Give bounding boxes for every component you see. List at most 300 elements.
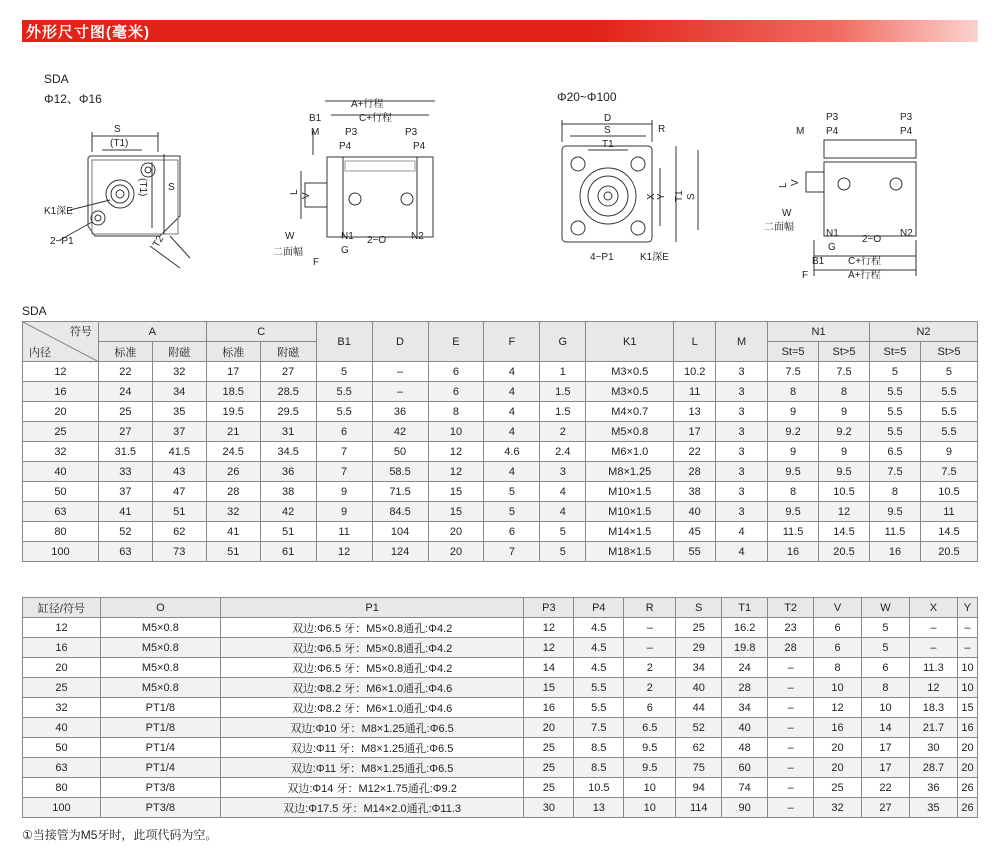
table2-row — [23, 658, 978, 678]
table2-cell: 28 — [768, 638, 814, 658]
table1-header-N2: N2 — [869, 322, 977, 342]
table1-cell: 14.5 — [819, 522, 870, 542]
table2-cell: 12 — [814, 698, 862, 718]
table2-cell: 10 — [814, 678, 862, 698]
table1-cell: 4 — [540, 482, 586, 502]
d2-P3b: P3 — [405, 127, 418, 138]
table2-row — [23, 798, 978, 818]
dimension-table-1 — [22, 321, 978, 562]
table2-cell: 10 — [957, 658, 977, 678]
table2-header-cell: O — [100, 598, 220, 618]
table1-cell: 9.2 — [768, 422, 819, 442]
table1-cell: 15 — [428, 502, 484, 522]
table2-cell: PT1/8 — [100, 698, 220, 718]
table1-cell: 5.5 — [920, 382, 977, 402]
table2-cell: 双边:Φ11 牙：M8×1.25通孔:Φ6.5 — [220, 758, 524, 778]
table1-cell: 1 — [540, 362, 586, 382]
table1-cell: 5.5 — [316, 382, 372, 402]
table1-cell: 8 — [768, 382, 819, 402]
table2-header-cell: W — [862, 598, 910, 618]
table1-row — [23, 542, 978, 562]
table2-cell: 双边:Φ8.2 牙：M6×1.0通孔:Φ4.6 — [220, 698, 524, 718]
d2-A: A+行程 — [351, 99, 384, 110]
table1-cell: 20 — [428, 522, 484, 542]
table1-cell: 5 — [316, 362, 372, 382]
table1-cell: 41 — [206, 522, 260, 542]
table1-cell: 73 — [152, 542, 206, 562]
table1-cell: 11.5 — [869, 522, 920, 542]
table1-cell: M10×1.5 — [586, 482, 674, 502]
table1-row — [23, 422, 978, 442]
table2-cell: 16 — [814, 718, 862, 738]
table1-cell: 11 — [674, 382, 716, 402]
table1-cell: 12 — [428, 462, 484, 482]
d3-X: X — [646, 193, 657, 200]
table1-cell: 3 — [716, 462, 768, 482]
table1-row — [23, 502, 978, 522]
d4-G: G — [828, 242, 836, 253]
table1-cell: 7 — [316, 442, 372, 462]
table1-cell: 32 — [152, 362, 206, 382]
table1-cell: 61 — [260, 542, 316, 562]
large-bores-label: Φ20~Φ100 — [557, 90, 617, 104]
table1-cell: 40 — [674, 502, 716, 522]
table2-bore-cell: 16 — [23, 638, 101, 658]
table1-cell: 31 — [260, 422, 316, 442]
table2-bore-cell: 12 — [23, 618, 101, 638]
table2-cell: 21.7 — [909, 718, 957, 738]
table2-cell: 7.5 — [574, 718, 624, 738]
table1-cell: 9.5 — [819, 462, 870, 482]
table2-cell: 29 — [676, 638, 722, 658]
table1-cell: 17 — [674, 422, 716, 442]
table1-cell: 10.5 — [819, 482, 870, 502]
table2-cell: 19.8 — [722, 638, 768, 658]
table2-cell: 5 — [862, 618, 910, 638]
table1-sub-mag: 附磁 — [260, 342, 316, 362]
table1-cell: 104 — [372, 522, 428, 542]
table1-sub-std: 标准 — [206, 342, 260, 362]
table2-cell: 8 — [814, 658, 862, 678]
table2-header-cell: Y — [957, 598, 977, 618]
table1-cell: M10×1.5 — [586, 502, 674, 522]
table2-row — [23, 738, 978, 758]
table1-cell: 84.5 — [372, 502, 428, 522]
table1-sub-st5: St=5 — [869, 342, 920, 362]
table2-cell: 34 — [676, 658, 722, 678]
table2-cell: 74 — [722, 778, 768, 798]
table2-cell: – — [768, 718, 814, 738]
table1-bore-cell: 100 — [23, 542, 99, 562]
d3-Y: Y — [656, 193, 667, 200]
table2-cell: – — [909, 638, 957, 658]
table1-cell: 9.5 — [768, 462, 819, 482]
table1-cell: 3 — [716, 442, 768, 462]
d1-T2: T2 — [151, 233, 167, 250]
table1-cell: 28.5 — [260, 382, 316, 402]
table2-cell: 10.5 — [574, 778, 624, 798]
table1-bore-cell: 32 — [23, 442, 99, 462]
d4-A: A+行程 — [848, 270, 881, 281]
table2-cell: 75 — [676, 758, 722, 778]
table2-cell: 6 — [814, 618, 862, 638]
table1-cell: 9 — [920, 442, 977, 462]
table1-cell: 12 — [316, 542, 372, 562]
table1-cell: 27 — [98, 422, 152, 442]
table2-bore-cell: 25 — [23, 678, 101, 698]
table1-cell: 2 — [540, 422, 586, 442]
table1-cell: 3 — [716, 402, 768, 422]
d2-V: V — [301, 192, 312, 199]
table1-bore-cell: 50 — [23, 482, 99, 502]
table1-cell: 7.5 — [768, 362, 819, 382]
table1-row — [23, 442, 978, 462]
table2-cell: 4.5 — [574, 618, 624, 638]
table1-cell: 5 — [869, 362, 920, 382]
table2-cell: 18.3 — [909, 698, 957, 718]
table1-cell: 6 — [316, 422, 372, 442]
d4-B1: B1 — [812, 256, 825, 267]
table1-cell: 7.5 — [819, 362, 870, 382]
table1-cell: 36 — [260, 462, 316, 482]
table2-cell: 90 — [722, 798, 768, 818]
table2-cell: 15 — [524, 678, 574, 698]
table2-cell: 13 — [574, 798, 624, 818]
table2-cell: 16 — [524, 698, 574, 718]
table2-cell: 2 — [624, 678, 676, 698]
table1-cell: 5.5 — [316, 402, 372, 422]
table2-cell: 30 — [524, 798, 574, 818]
d4-P4a: P4 — [826, 126, 839, 137]
table1-cell: 11.5 — [768, 522, 819, 542]
table2-cell: 5 — [862, 638, 910, 658]
table1-sub-mag: 附磁 — [152, 342, 206, 362]
table1-row — [23, 462, 978, 482]
table1-cell: 6 — [428, 362, 484, 382]
d2-W: W — [285, 231, 295, 242]
d4-flat: 二面幅 — [764, 222, 794, 233]
table1-cell: 58.5 — [372, 462, 428, 482]
table2-cell: 9.5 — [624, 738, 676, 758]
table1-cell: 4.6 — [484, 442, 540, 462]
table2-cell: – — [768, 738, 814, 758]
table1-cell: 51 — [206, 542, 260, 562]
table2-cell: 12 — [909, 678, 957, 698]
d4-N1: N1 — [826, 228, 839, 239]
d2-flat: 二面幅 — [273, 247, 303, 258]
table1-cell: 7.5 — [920, 462, 977, 482]
table1-cell: 4 — [484, 402, 540, 422]
table1-cell: 3 — [716, 502, 768, 522]
table1-sub-stgt5: St>5 — [920, 342, 977, 362]
table2-cell: 25 — [676, 618, 722, 638]
table1-cell: 4 — [484, 362, 540, 382]
table1-cell: 16 — [768, 542, 819, 562]
table2-cell: 16.2 — [722, 618, 768, 638]
table2-cell: 25 — [524, 738, 574, 758]
table2-cell: 16 — [957, 718, 977, 738]
table2-cell: 28 — [722, 678, 768, 698]
table1-cell: 5 — [540, 522, 586, 542]
table2-cell: 25 — [524, 758, 574, 778]
table1-cell: 12 — [819, 502, 870, 522]
side-view-large-drawing — [760, 106, 930, 286]
table1-cell: – — [372, 382, 428, 402]
table2-cell: 6 — [862, 658, 910, 678]
table1-cell: 10 — [428, 422, 484, 442]
side-view-small-drawing — [265, 95, 445, 270]
table2-cell: 12 — [524, 618, 574, 638]
table2-cell: M5×0.8 — [100, 658, 220, 678]
table2-cell: 27 — [862, 798, 910, 818]
table2-bore-cell: 80 — [23, 778, 101, 798]
table2-cell: 4.5 — [574, 638, 624, 658]
table1-model-label: SDA — [22, 304, 47, 318]
d3-T1v: T1 — [674, 190, 685, 202]
table1-cell: 6 — [484, 522, 540, 542]
table2-cell: 8.5 — [574, 738, 624, 758]
table1-cell: 36 — [372, 402, 428, 422]
table1-cell: M14×1.5 — [586, 522, 674, 542]
table2-row — [23, 618, 978, 638]
table2-cell: 双边:Φ10 牙：M8×1.25通孔:Φ6.5 — [220, 718, 524, 738]
d1-P1: 2−P1 — [50, 236, 74, 247]
table1-cell: 42 — [372, 422, 428, 442]
table2-cell: – — [768, 798, 814, 818]
table2-cell: 6 — [814, 638, 862, 658]
table2-cell: PT1/8 — [100, 718, 220, 738]
table2-cell: – — [768, 698, 814, 718]
table2-cell: – — [624, 618, 676, 638]
table1-cell: 55 — [674, 542, 716, 562]
table2-header-cell: S — [676, 598, 722, 618]
table1-cell: 22 — [674, 442, 716, 462]
table2-cell: – — [909, 618, 957, 638]
table1-cell: 8 — [768, 482, 819, 502]
table1-cell: – — [372, 362, 428, 382]
front-view-large-drawing — [548, 110, 713, 270]
d3-P1: 4−P1 — [590, 252, 614, 263]
table2-cell: 28.7 — [909, 758, 957, 778]
d3-Sv: S — [686, 193, 697, 200]
table2-row — [23, 638, 978, 658]
table1-cell: 2.4 — [540, 442, 586, 462]
table2-cell: 5.5 — [574, 678, 624, 698]
section-title-bar — [22, 20, 978, 42]
table2-cell: 35 — [909, 798, 957, 818]
table1-cell: 34 — [152, 382, 206, 402]
table1-cell: 16 — [869, 542, 920, 562]
table1-cell: 9 — [316, 482, 372, 502]
table2-cell: 10 — [862, 698, 910, 718]
table2-bore-cell: 40 — [23, 718, 101, 738]
table2-cell: 10 — [957, 678, 977, 698]
table1-cell: 5 — [540, 542, 586, 562]
table2-cell: 6.5 — [624, 718, 676, 738]
d2-P3a: P3 — [345, 127, 358, 138]
table1-cell: 34.5 — [260, 442, 316, 462]
table1-cell: 26 — [206, 462, 260, 482]
table1-cell: 4 — [540, 502, 586, 522]
table1-cell: 8 — [819, 382, 870, 402]
d4-W: W — [782, 208, 792, 219]
d1-T1: (T1) — [110, 138, 129, 149]
d2-C: C+行程 — [359, 113, 393, 124]
table1-cell: 51 — [152, 502, 206, 522]
table1-cell: M6×1.0 — [586, 442, 674, 462]
table2-cell: 双边:Φ6.5 牙：M5×0.8通孔:Φ4.2 — [220, 658, 524, 678]
table2-cell: 48 — [722, 738, 768, 758]
table2-cell: 62 — [676, 738, 722, 758]
table1-cell: 24.5 — [206, 442, 260, 462]
table2-cell: 9.5 — [624, 758, 676, 778]
table2-cell: 34 — [722, 698, 768, 718]
table2-cell: 25 — [524, 778, 574, 798]
table2-cell: 26 — [957, 798, 977, 818]
table1-cell: 11 — [920, 502, 977, 522]
table2-cell: 2 — [624, 658, 676, 678]
table1-cell: 4 — [484, 382, 540, 402]
table1-cell: 3 — [716, 382, 768, 402]
d2-B1: B1 — [309, 113, 322, 124]
table1-cell: 38 — [674, 482, 716, 502]
table2-cell: 20 — [814, 738, 862, 758]
table1-cell: 124 — [372, 542, 428, 562]
table2-cell: 20 — [957, 758, 977, 778]
table1-cell: 4 — [484, 462, 540, 482]
table1-cell: 31.5 — [98, 442, 152, 462]
table2-cell: – — [957, 618, 977, 638]
table1-cell: 3 — [716, 422, 768, 442]
table1-cell: 41 — [98, 502, 152, 522]
table1-cell: 52 — [98, 522, 152, 542]
table1-cell: 3 — [716, 362, 768, 382]
table1-cell: 27 — [260, 362, 316, 382]
table2-cell: 8.5 — [574, 758, 624, 778]
table1-cell: 5.5 — [869, 402, 920, 422]
table1-cell: 5 — [484, 482, 540, 502]
table1-bore-cell: 12 — [23, 362, 99, 382]
table1-cell: 28 — [206, 482, 260, 502]
table2-bore-cell: 100 — [23, 798, 101, 818]
table1-cell: 10.2 — [674, 362, 716, 382]
table1-row — [23, 402, 978, 422]
table1-header-col: M — [716, 322, 768, 362]
table1-bore-cell: 80 — [23, 522, 99, 542]
table2-header-cell: V — [814, 598, 862, 618]
table1-cell: 5.5 — [920, 422, 977, 442]
d2-L: L — [289, 189, 300, 195]
table2-row — [23, 698, 978, 718]
table2-bore-cell: 50 — [23, 738, 101, 758]
table1-cell: 14.5 — [920, 522, 977, 542]
table2-cell: 52 — [676, 718, 722, 738]
table1-cell: 43 — [152, 462, 206, 482]
table1-cell: 17 — [206, 362, 260, 382]
table1-header-col: D — [372, 322, 428, 362]
table1-row — [23, 362, 978, 382]
table2-cell: 双边:Φ8.2 牙：M6×1.0通孔:Φ4.6 — [220, 678, 524, 698]
d4-P3a: P3 — [826, 112, 839, 123]
table2-cell: 8 — [862, 678, 910, 698]
table1-corner-cell: 符号 内径 — [23, 322, 99, 362]
table1-cell: 5.5 — [869, 382, 920, 402]
d2-P4a: P4 — [339, 141, 352, 152]
table2-cell: 双边:Φ14 牙：M12×1.75通孔:Φ9.2 — [220, 778, 524, 798]
table1-bore-cell: 63 — [23, 502, 99, 522]
table1-cell: 29.5 — [260, 402, 316, 422]
d2-N2: N2 — [411, 231, 424, 242]
table2-cell: 14 — [524, 658, 574, 678]
table1-cell: 37 — [152, 422, 206, 442]
d4-M: M — [796, 126, 805, 137]
table1-cell: 42 — [260, 502, 316, 522]
table1-cell: 5.5 — [869, 422, 920, 442]
table1-cell: 20 — [428, 542, 484, 562]
d2-N1: N1 — [341, 231, 354, 242]
table2-cell: 36 — [909, 778, 957, 798]
table2-header-cell: T1 — [722, 598, 768, 618]
table2-cell: 20 — [524, 718, 574, 738]
table1-cell: 5 — [484, 502, 540, 522]
table2-cell: 17 — [862, 758, 910, 778]
table2-header-cell: T2 — [768, 598, 814, 618]
table1-cell: 9.5 — [768, 502, 819, 522]
table2-cell: 40 — [722, 718, 768, 738]
d4-O: 2−O — [862, 234, 882, 245]
table2-cell: 26 — [957, 778, 977, 798]
table1-cell: 63 — [98, 542, 152, 562]
d3-D: D — [604, 113, 612, 124]
table1-cell: M5×0.8 — [586, 422, 674, 442]
table2-cell: 24 — [722, 658, 768, 678]
table2-cell: 44 — [676, 698, 722, 718]
table2-cell: 60 — [722, 758, 768, 778]
table2-header-cell: P4 — [574, 598, 624, 618]
table2-cell: M5×0.8 — [100, 638, 220, 658]
d4-F: F — [802, 270, 809, 281]
table1-header-col: L — [674, 322, 716, 362]
table1-cell: 5 — [920, 362, 977, 382]
table1-cell: 5.5 — [920, 402, 977, 422]
table1-cell: 24 — [98, 382, 152, 402]
table1-cell: 32 — [206, 502, 260, 522]
table1-cell: 22 — [98, 362, 152, 382]
d3-T1: T1 — [602, 139, 614, 150]
d4-P4b: P4 — [900, 126, 913, 137]
table2-row — [23, 778, 978, 798]
table2-cell: 10 — [624, 798, 676, 818]
table2-cell: 32 — [814, 798, 862, 818]
table1-cell: 38 — [260, 482, 316, 502]
footnote: ①当接管为M5牙时，此项代码为空。 — [22, 828, 218, 842]
d4-L: L — [778, 182, 789, 188]
table2-cell: 114 — [676, 798, 722, 818]
table2-header-cell: X — [909, 598, 957, 618]
table2-cell: 25 — [814, 778, 862, 798]
table2-cell: 4.5 — [574, 658, 624, 678]
table1-cell: 15 — [428, 482, 484, 502]
table1-cell: M4×0.7 — [586, 402, 674, 422]
table2-cell: 94 — [676, 778, 722, 798]
table2-cell: 双边:Φ11 牙：M8×1.25通孔:Φ6.5 — [220, 738, 524, 758]
table1-bore-cell: 40 — [23, 462, 99, 482]
table1-cell: 20.5 — [920, 542, 977, 562]
table2-cell: 12 — [524, 638, 574, 658]
d2-F: F — [313, 257, 320, 268]
table1-cell: 9 — [768, 442, 819, 462]
d4-C: C+行程 — [848, 256, 882, 267]
